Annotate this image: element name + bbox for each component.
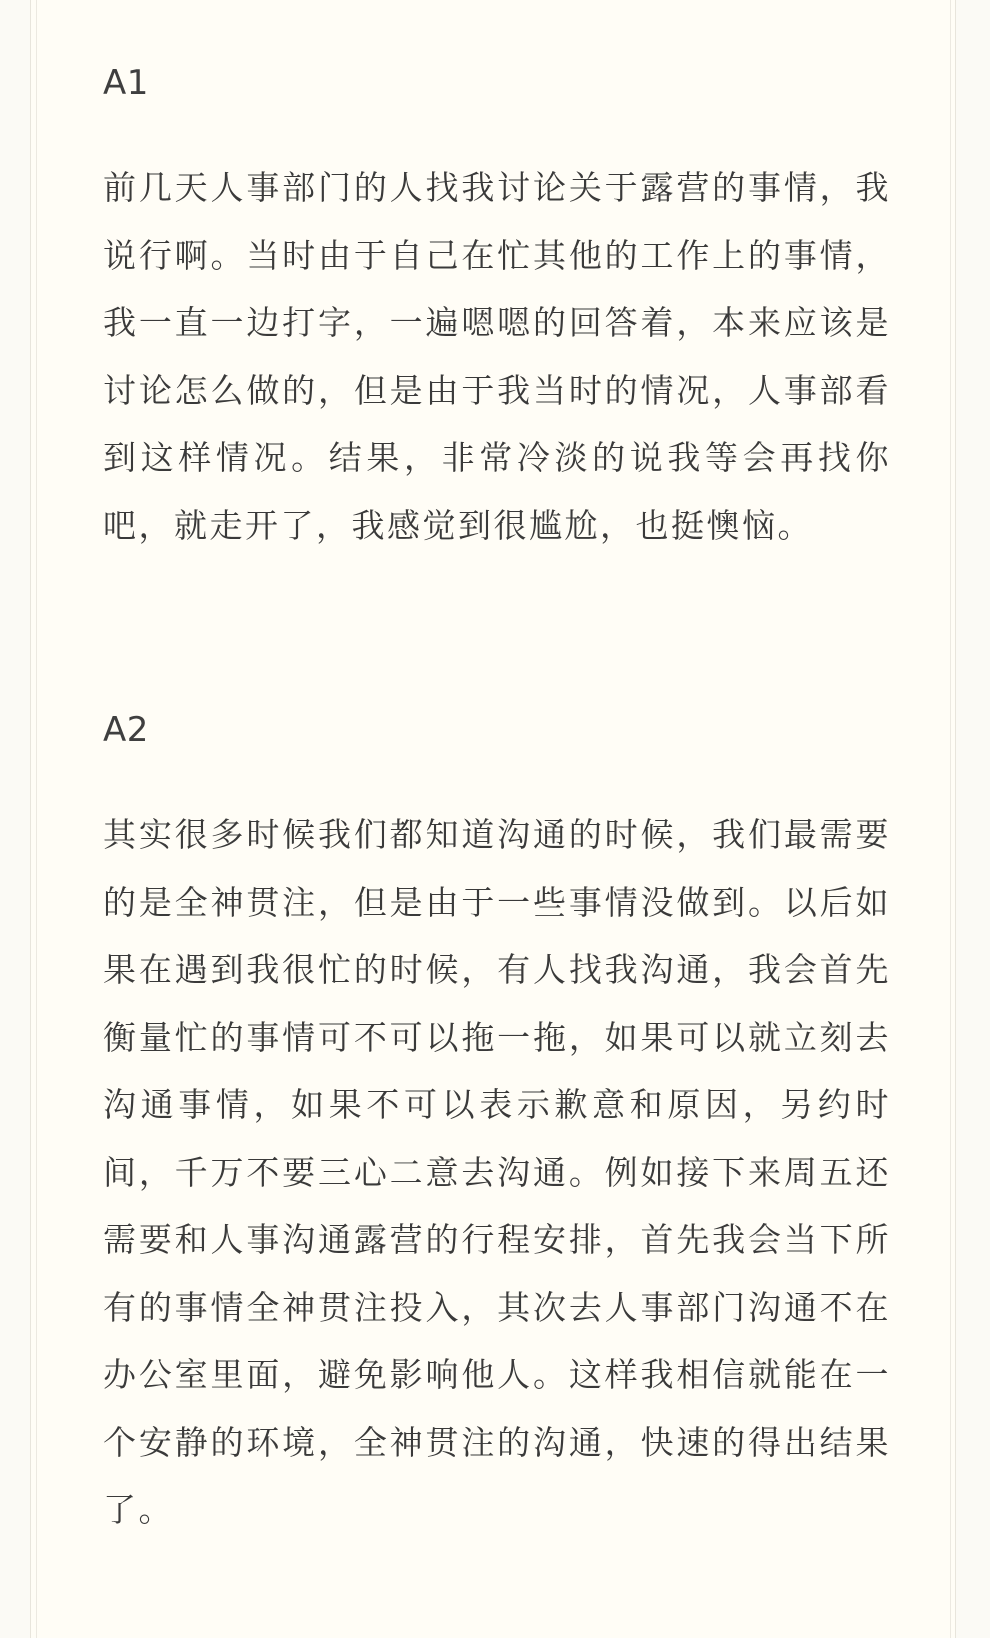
page-border-left	[36, 0, 37, 1638]
page-border-right	[950, 0, 951, 1638]
section-heading-a2: A2	[103, 710, 149, 750]
section-body-a2: 其实很多时候我们都知道沟通的时候，我们最需要的是全神贯注，但是由于一些事情没做到。以后如果在遇到我很忙的时候，有人找我沟通，我会首先衡量忙的事情可不可以拖一拖，如果可以就立刻去沟通事情，如果不可以表示歉意和原因，另约时间，千万不要三心二意去沟通。例如接下来周五还需要和人事沟通露营的行程安排，首先我会当下所有的事情全神贯注投入，其次去人事部门沟通不在办公室里面，避免影响他人。这样我相信就能在一个安静的环境，全神贯注的沟通，快速的得出结果了。	[103, 815, 891, 1529]
section-heading-a1: A1	[103, 63, 149, 103]
section-body-a1: 前几天人事部门的人找我讨论关于露营的事情，我说行啊。当时由于自己在忙其他的工作上的事情，我一直一边打字，一遍嗯嗯的回答着，本来应该是讨论怎么做的，但是由于我当时的情况，人事部看到这样情况。结果，非常冷淡的说我等会再找你吧，就走开了，我感觉到很尴尬，也挺懊恼。	[103, 168, 891, 545]
